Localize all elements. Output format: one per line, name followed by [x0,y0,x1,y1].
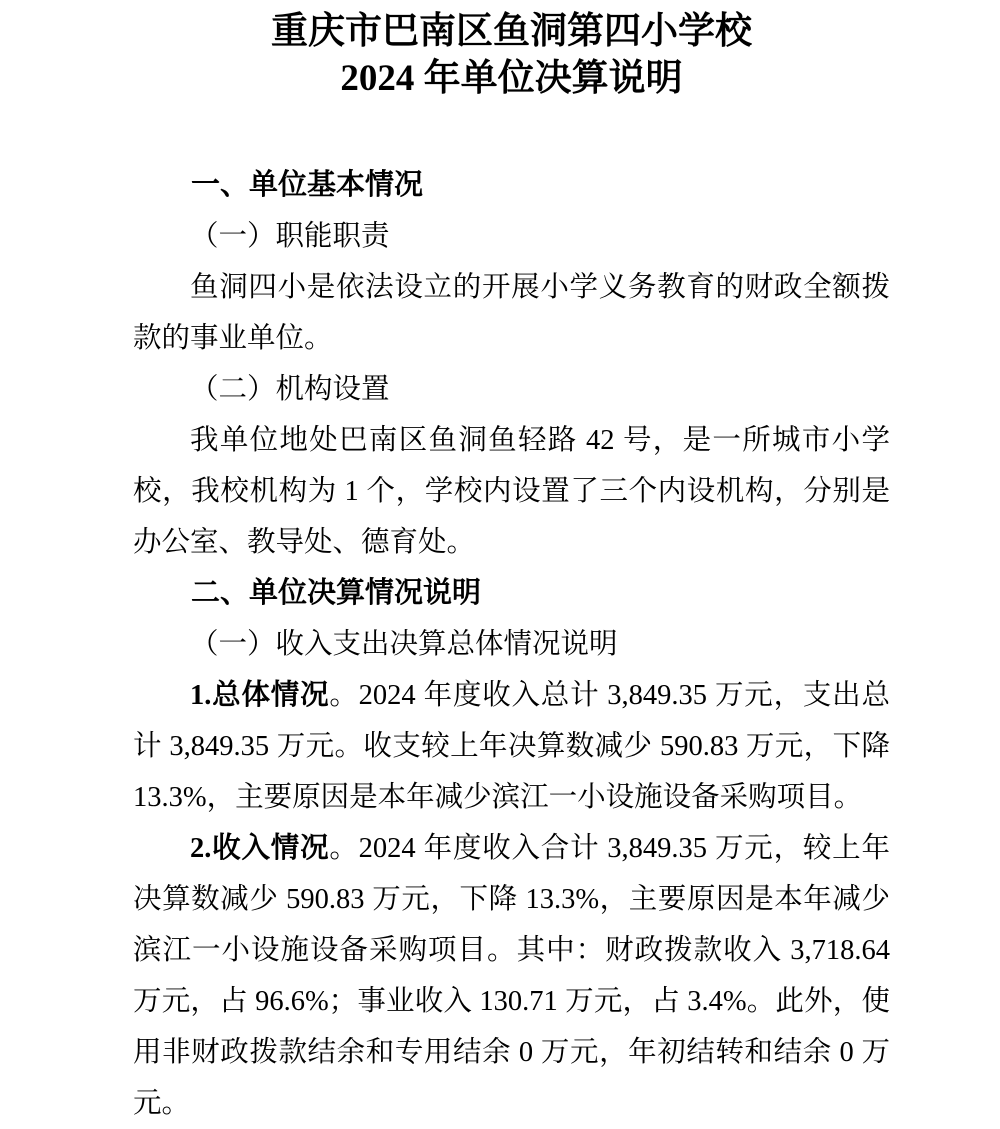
document-body [133,160,890,1129]
section-heading-final-accounts: 二、单位决算情况说明 [191,577,482,609]
paragraph-income-situation-text: 。2024 年度收入合计 3,849.35 万元，较上年决算数减少 590.83 万元，下降 13.3%，主要原因是本年减少滨江一小设施设备采购项目。其中：财政拨款收入 3,718.64 万元，占 96.6%；事业收入 130.71 万元，占 3.4%。此外，使用非财政拨款结余和专用结余 0 万元，年初结转和结余 0 万元。 [133,833,890,1119]
paragraph-overall-situation-lead: 1.总体情况 [190,680,330,711]
section-heading-basic-info: 一、单位基本情况 [191,169,424,201]
paragraph-duties: 鱼洞四小是依法设立的开展小学义务教育的财政全额拨款的事业单位。 [133,272,890,354]
paragraph-overall-situation [133,670,890,823]
paragraph-organization: 我单位地处巴南区鱼洞鱼轻路 42 号，是一所城市小学校，我校机构为 1 个，学校内设置了三个内设机构，分别是办公室、教导处、德育处。 [133,425,890,558]
subsection-heading-organization: （二）机构设置 [190,374,390,405]
paragraph-income-situation [133,823,890,1129]
paragraph-income-situation-lead: 2.收入情况 [190,833,330,864]
document-title-line2: 2024 年单位决算说明 [340,58,683,99]
subsection-heading-duties: （一）职能职责 [190,221,390,252]
paragraph-overall-situation-text: 。2024 年度收入总计 3,849.35 万元，支出总计 3,849.35 万元。收支较上年决算数减少 590.83 万元，下降 13.3%，主要原因是本年减少滨江一小设施设备采购项目。 [133,680,890,813]
subsection-heading-overall-situation: （一）收入支出决算总体情况说明 [190,629,618,660]
document-title-line1: 重庆市巴南区鱼洞第四小学校 [271,11,752,52]
document-title [133,8,890,102]
